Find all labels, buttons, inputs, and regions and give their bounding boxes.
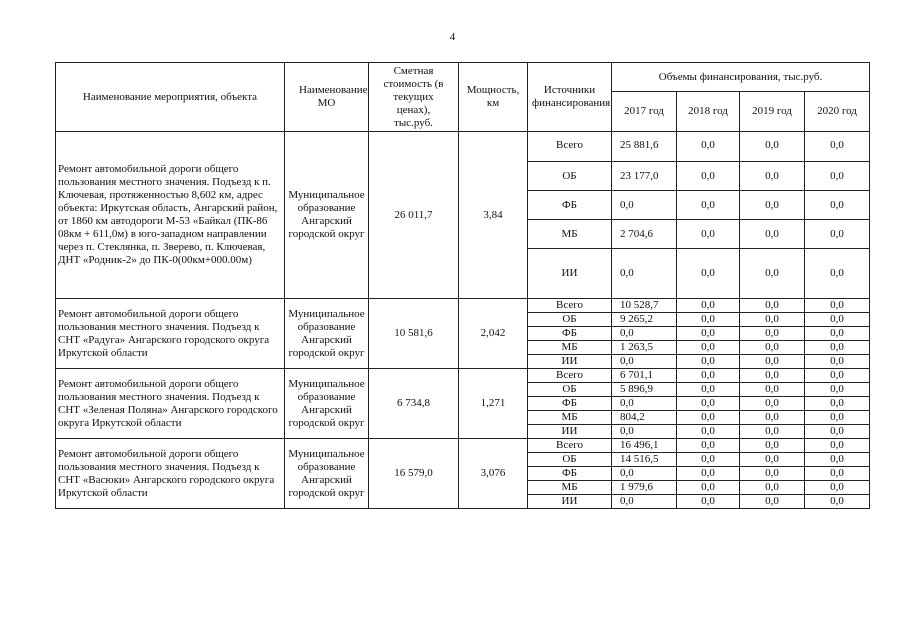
value-cell: 0,0 [612,327,677,341]
value-cell: 0,0 [805,341,870,355]
project-mo: Муниципальное образование Ангарский городской округ [285,369,369,439]
value-cell: 23 177,0 [612,162,677,191]
value-cell: 804,2 [612,411,677,425]
value-cell: 5 896,9 [612,383,677,397]
value-cell: 0,0 [805,132,870,162]
value-cell: 0,0 [612,397,677,411]
table-row [56,299,870,313]
value-cell: 0,0 [805,313,870,327]
value-cell: 9 265,2 [612,313,677,327]
source-cell: ОБ [528,313,612,327]
value-cell: 6 701,1 [612,369,677,383]
value-cell: 0,0 [677,162,740,191]
value-cell: 14 516,5 [612,453,677,467]
table-row [56,132,870,162]
value-cell: 0,0 [740,313,805,327]
project-mo: Муниципальное образование Ангарский городской округ [285,299,369,369]
header-volumes: Объемы финансирования, тыс.руб. [612,63,870,92]
value-cell: 0,0 [740,132,805,162]
value-cell: 0,0 [805,220,870,249]
value-cell: 0,0 [805,249,870,299]
value-cell: 0,0 [740,425,805,439]
table-row [56,369,870,383]
source-cell: Всего [528,299,612,313]
project-mo: Муниципальное образование Ангарский городской округ [285,439,369,509]
value-cell: 0,0 [612,355,677,369]
value-cell: 0,0 [740,220,805,249]
value-cell: 0,0 [805,369,870,383]
value-cell: 1 263,5 [612,341,677,355]
value-cell: 0,0 [677,481,740,495]
source-cell: ИИ [528,425,612,439]
project-name: Ремонт автомобильной дороги общего пользования местного значения. Подъезд к СНТ «Васюки» Ангарского городского округа Иркутской области [56,439,285,509]
header-mo: Наименование МО [285,63,369,132]
value-cell: 0,0 [805,355,870,369]
value-cell: 16 496,1 [612,439,677,453]
value-cell: 0,0 [677,495,740,509]
value-cell: 0,0 [805,383,870,397]
value-cell: 0,0 [740,162,805,191]
value-cell: 0,0 [612,191,677,220]
value-cell: 0,0 [805,191,870,220]
value-cell: 0,0 [740,481,805,495]
source-cell: МБ [528,411,612,425]
source-cell: ИИ [528,355,612,369]
value-cell: 0,0 [805,453,870,467]
value-cell: 0,0 [677,220,740,249]
source-cell: МБ [528,481,612,495]
value-cell: 0,0 [677,467,740,481]
project-power: 2,042 [459,299,528,369]
value-cell: 0,0 [740,411,805,425]
value-cell: 0,0 [677,191,740,220]
value-cell: 0,0 [805,299,870,313]
value-cell: 0,0 [677,383,740,397]
header-year: 2018 год [677,92,740,132]
project-cost: 26 011,7 [369,132,459,299]
source-cell: ФБ [528,327,612,341]
value-cell: 0,0 [740,369,805,383]
value-cell: 0,0 [677,313,740,327]
value-cell: 0,0 [612,425,677,439]
project-power: 1,271 [459,369,528,439]
value-cell: 0,0 [740,453,805,467]
project-cost: 10 581,6 [369,299,459,369]
value-cell: 0,0 [740,299,805,313]
header-year: 2020 год [805,92,870,132]
source-cell: Всего [528,132,612,162]
value-cell: 0,0 [740,341,805,355]
value-cell: 0,0 [677,369,740,383]
header-cost: Сметная стоимость (в текущих ценах), тыс.руб. [369,63,459,132]
value-cell: 0,0 [677,397,740,411]
project-power: 3,076 [459,439,528,509]
value-cell: 2 704,6 [612,220,677,249]
value-cell: 0,0 [677,453,740,467]
value-cell: 0,0 [740,191,805,220]
source-cell: МБ [528,341,612,355]
project-name: Ремонт автомобильной дороги общего пользования местного значения. Подъезд к СНТ «Радуга» Ангарского городского округа Иркутской области [56,299,285,369]
source-cell: ОБ [528,383,612,397]
value-cell: 0,0 [677,355,740,369]
project-mo: Муниципальное образование Ангарский городской округ [285,132,369,299]
source-cell: Всего [528,369,612,383]
value-cell: 0,0 [612,495,677,509]
value-cell: 0,0 [740,249,805,299]
source-cell: ОБ [528,453,612,467]
value-cell: 0,0 [805,467,870,481]
value-cell: 0,0 [740,397,805,411]
source-cell: ФБ [528,397,612,411]
project-name: Ремонт автомобильной дороги общего пользования местного значения. Подъезд к п. Ключевая, протяженностью 8,602 км, адрес объекта: Иркутская область, Ангарский район, от 1860 км автодороги М-53 «Байкал (ПК-86 08км + 611,0м) в юго-западном направлении через п. Стеклянка, п. Зверево, п. Ключевая, ДНТ «Родник-2» до ПК-0(00км+000.00м) [56,132,285,299]
source-cell: Всего [528,439,612,453]
value-cell: 0,0 [612,467,677,481]
source-cell: ФБ [528,467,612,481]
project-power: 3,84 [459,132,528,299]
page-number: 4 [449,31,456,43]
value-cell: 0,0 [805,481,870,495]
value-cell: 1 979,6 [612,481,677,495]
value-cell: 10 528,7 [612,299,677,313]
value-cell: 0,0 [805,425,870,439]
project-cost: 16 579,0 [369,439,459,509]
header-power: Мощность, км [459,63,528,132]
value-cell: 0,0 [677,411,740,425]
header-source: Источники финансирования [528,63,612,132]
value-cell: 0,0 [677,132,740,162]
value-cell: 0,0 [740,467,805,481]
source-cell: МБ [528,220,612,249]
header-year: 2017 год [612,92,677,132]
value-cell: 0,0 [740,355,805,369]
header-name: Наименование мероприятия, объекта [56,63,285,132]
project-cost: 6 734,8 [369,369,459,439]
source-cell: ИИ [528,495,612,509]
value-cell: 0,0 [805,397,870,411]
value-cell: 0,0 [677,327,740,341]
source-cell: ИИ [528,249,612,299]
table-row [56,439,870,453]
value-cell: 0,0 [805,327,870,341]
value-cell: 0,0 [805,439,870,453]
value-cell: 0,0 [740,383,805,397]
value-cell: 0,0 [677,439,740,453]
value-cell: 0,0 [805,495,870,509]
value-cell: 0,0 [740,495,805,509]
value-cell: 0,0 [677,341,740,355]
value-cell: 0,0 [805,411,870,425]
financing-table [55,62,870,509]
source-cell: ОБ [528,162,612,191]
value-cell: 0,0 [805,162,870,191]
value-cell: 0,0 [612,249,677,299]
source-cell: ФБ [528,191,612,220]
value-cell: 0,0 [677,425,740,439]
value-cell: 0,0 [677,299,740,313]
header-year: 2019 год [740,92,805,132]
value-cell: 0,0 [677,249,740,299]
value-cell: 25 881,6 [612,132,677,162]
project-name: Ремонт автомобильной дороги общего пользования местного значения. Подъезд к СНТ «Зеленая Поляна» Ангарского городского округа Иркутской области [56,369,285,439]
value-cell: 0,0 [740,327,805,341]
value-cell: 0,0 [740,439,805,453]
